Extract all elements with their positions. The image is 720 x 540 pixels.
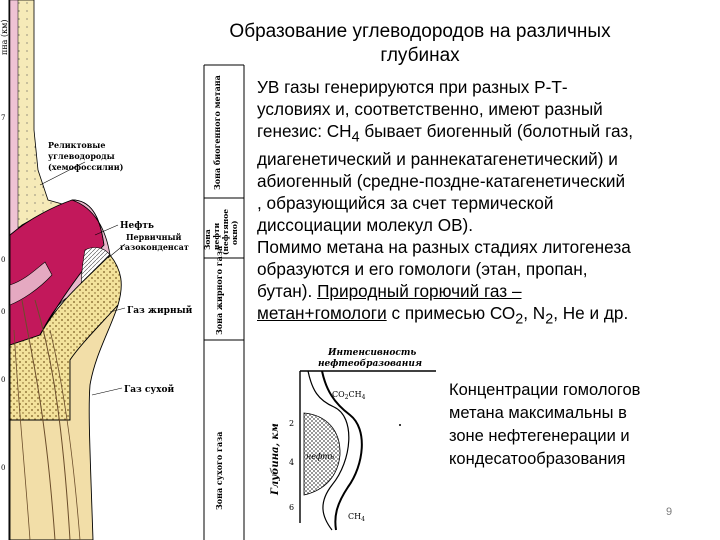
depth-tick: 0 (1, 308, 6, 316)
text-line: абиогенный (средне-поздне-катагенетический (257, 171, 626, 192)
text-line (257, 120, 712, 148)
text-run: , Не и др. (553, 303, 629, 324)
condensate-label: газоконденсат (120, 242, 189, 252)
text-line: образуются и его гомологи (этан, пропан, (257, 259, 588, 280)
page-number: 9 (666, 506, 673, 518)
text-line: условиях и, соответственно, имеют разный (257, 99, 603, 119)
hydrocarbon-generation-diagram (0, 0, 250, 540)
oil-generation-intensity-chart (256, 345, 446, 535)
chart-header: нефтеобразования (318, 359, 423, 369)
subscript: 2 (515, 311, 524, 328)
subscript: 4 (351, 129, 360, 146)
text-run: бывает биогенный (болотный газ, (359, 121, 633, 141)
y-tick-label: 4 (289, 458, 295, 467)
depth-tick: 0 (1, 464, 6, 472)
text-line: , образующийся за счет термической (257, 193, 554, 214)
side-note-line: кондесатообразования (449, 450, 626, 468)
condensate-label: Первичный (126, 232, 182, 242)
underlined-text: метан+гомологи (257, 303, 387, 324)
text-run: генезис: СН (257, 121, 352, 141)
text-line (257, 302, 712, 330)
text-run: бутан). (257, 281, 318, 302)
page-title (190, 20, 650, 68)
relict-label: (хемофоссилии) (48, 162, 124, 172)
text-line: УВ газы генерируются при разных Р-Т- (257, 77, 568, 97)
relict-label: Реликтовые (48, 140, 106, 150)
text-line: диагенетический и раннекатагенетический) и (257, 149, 618, 170)
text-run: с примесью СО (386, 303, 516, 324)
side-note (449, 379, 714, 471)
zone-oil: Зона (203, 229, 212, 250)
depth-axis-strip (0, 0, 9, 540)
text-line: Помимо метана на разных стадиях литогенеза (257, 237, 631, 258)
depth-tick: 7 (1, 114, 6, 122)
zone-biogenic: Зона биогенного метана (212, 75, 222, 190)
subscript: 2 (545, 311, 554, 328)
zone-oil: окно) (230, 220, 239, 245)
chart-header: Интенсивность (328, 348, 417, 358)
underlined-text: Природный горючий газ – (317, 281, 522, 302)
relict-label: углеводороды (48, 151, 115, 161)
relict-hydrocarbons-area (10, 0, 66, 235)
wet-gas-label: Газ жирный (127, 306, 193, 316)
zone-oil: (нефтяное (221, 208, 230, 255)
side-note-line: зоне нефтегенерации и (449, 427, 630, 445)
relict-pink-strip (10, 0, 18, 235)
depth-tick: 0 (1, 376, 6, 384)
y-tick-label: 2 (289, 419, 295, 428)
side-note-line: Концентрации гомологов (449, 381, 641, 399)
oil-label: Нефть (120, 221, 155, 231)
curve-label: $CH_4$ (348, 512, 365, 523)
text-line: диссоциации молекул ОВ). (257, 215, 474, 236)
side-note-line: метана максимальны в (449, 404, 627, 422)
main-paragraph (257, 76, 712, 331)
zone-dry-gas: Зона сухого газа (214, 431, 224, 510)
depth-tick: 0 (1, 256, 6, 264)
title-line: Образование углеводородов на различных (229, 21, 611, 42)
text-line (257, 280, 712, 302)
text-run: , N (523, 303, 546, 324)
y-tick-label: 6 (289, 503, 295, 512)
title-line: глубинах (380, 45, 460, 66)
zone-oil: нефти (212, 222, 221, 250)
curve-label: нефть (306, 452, 335, 461)
depth-axis-label: пна (км) (0, 19, 9, 55)
chart-dot (399, 424, 401, 426)
y-axis-label: Глубина, км (270, 423, 281, 495)
curve-label: $CO_2CH_4$ (332, 390, 366, 401)
zone-wet-gas: Зона жирного газа (214, 245, 224, 335)
dry-gas-label: Газ сухой (124, 385, 175, 395)
